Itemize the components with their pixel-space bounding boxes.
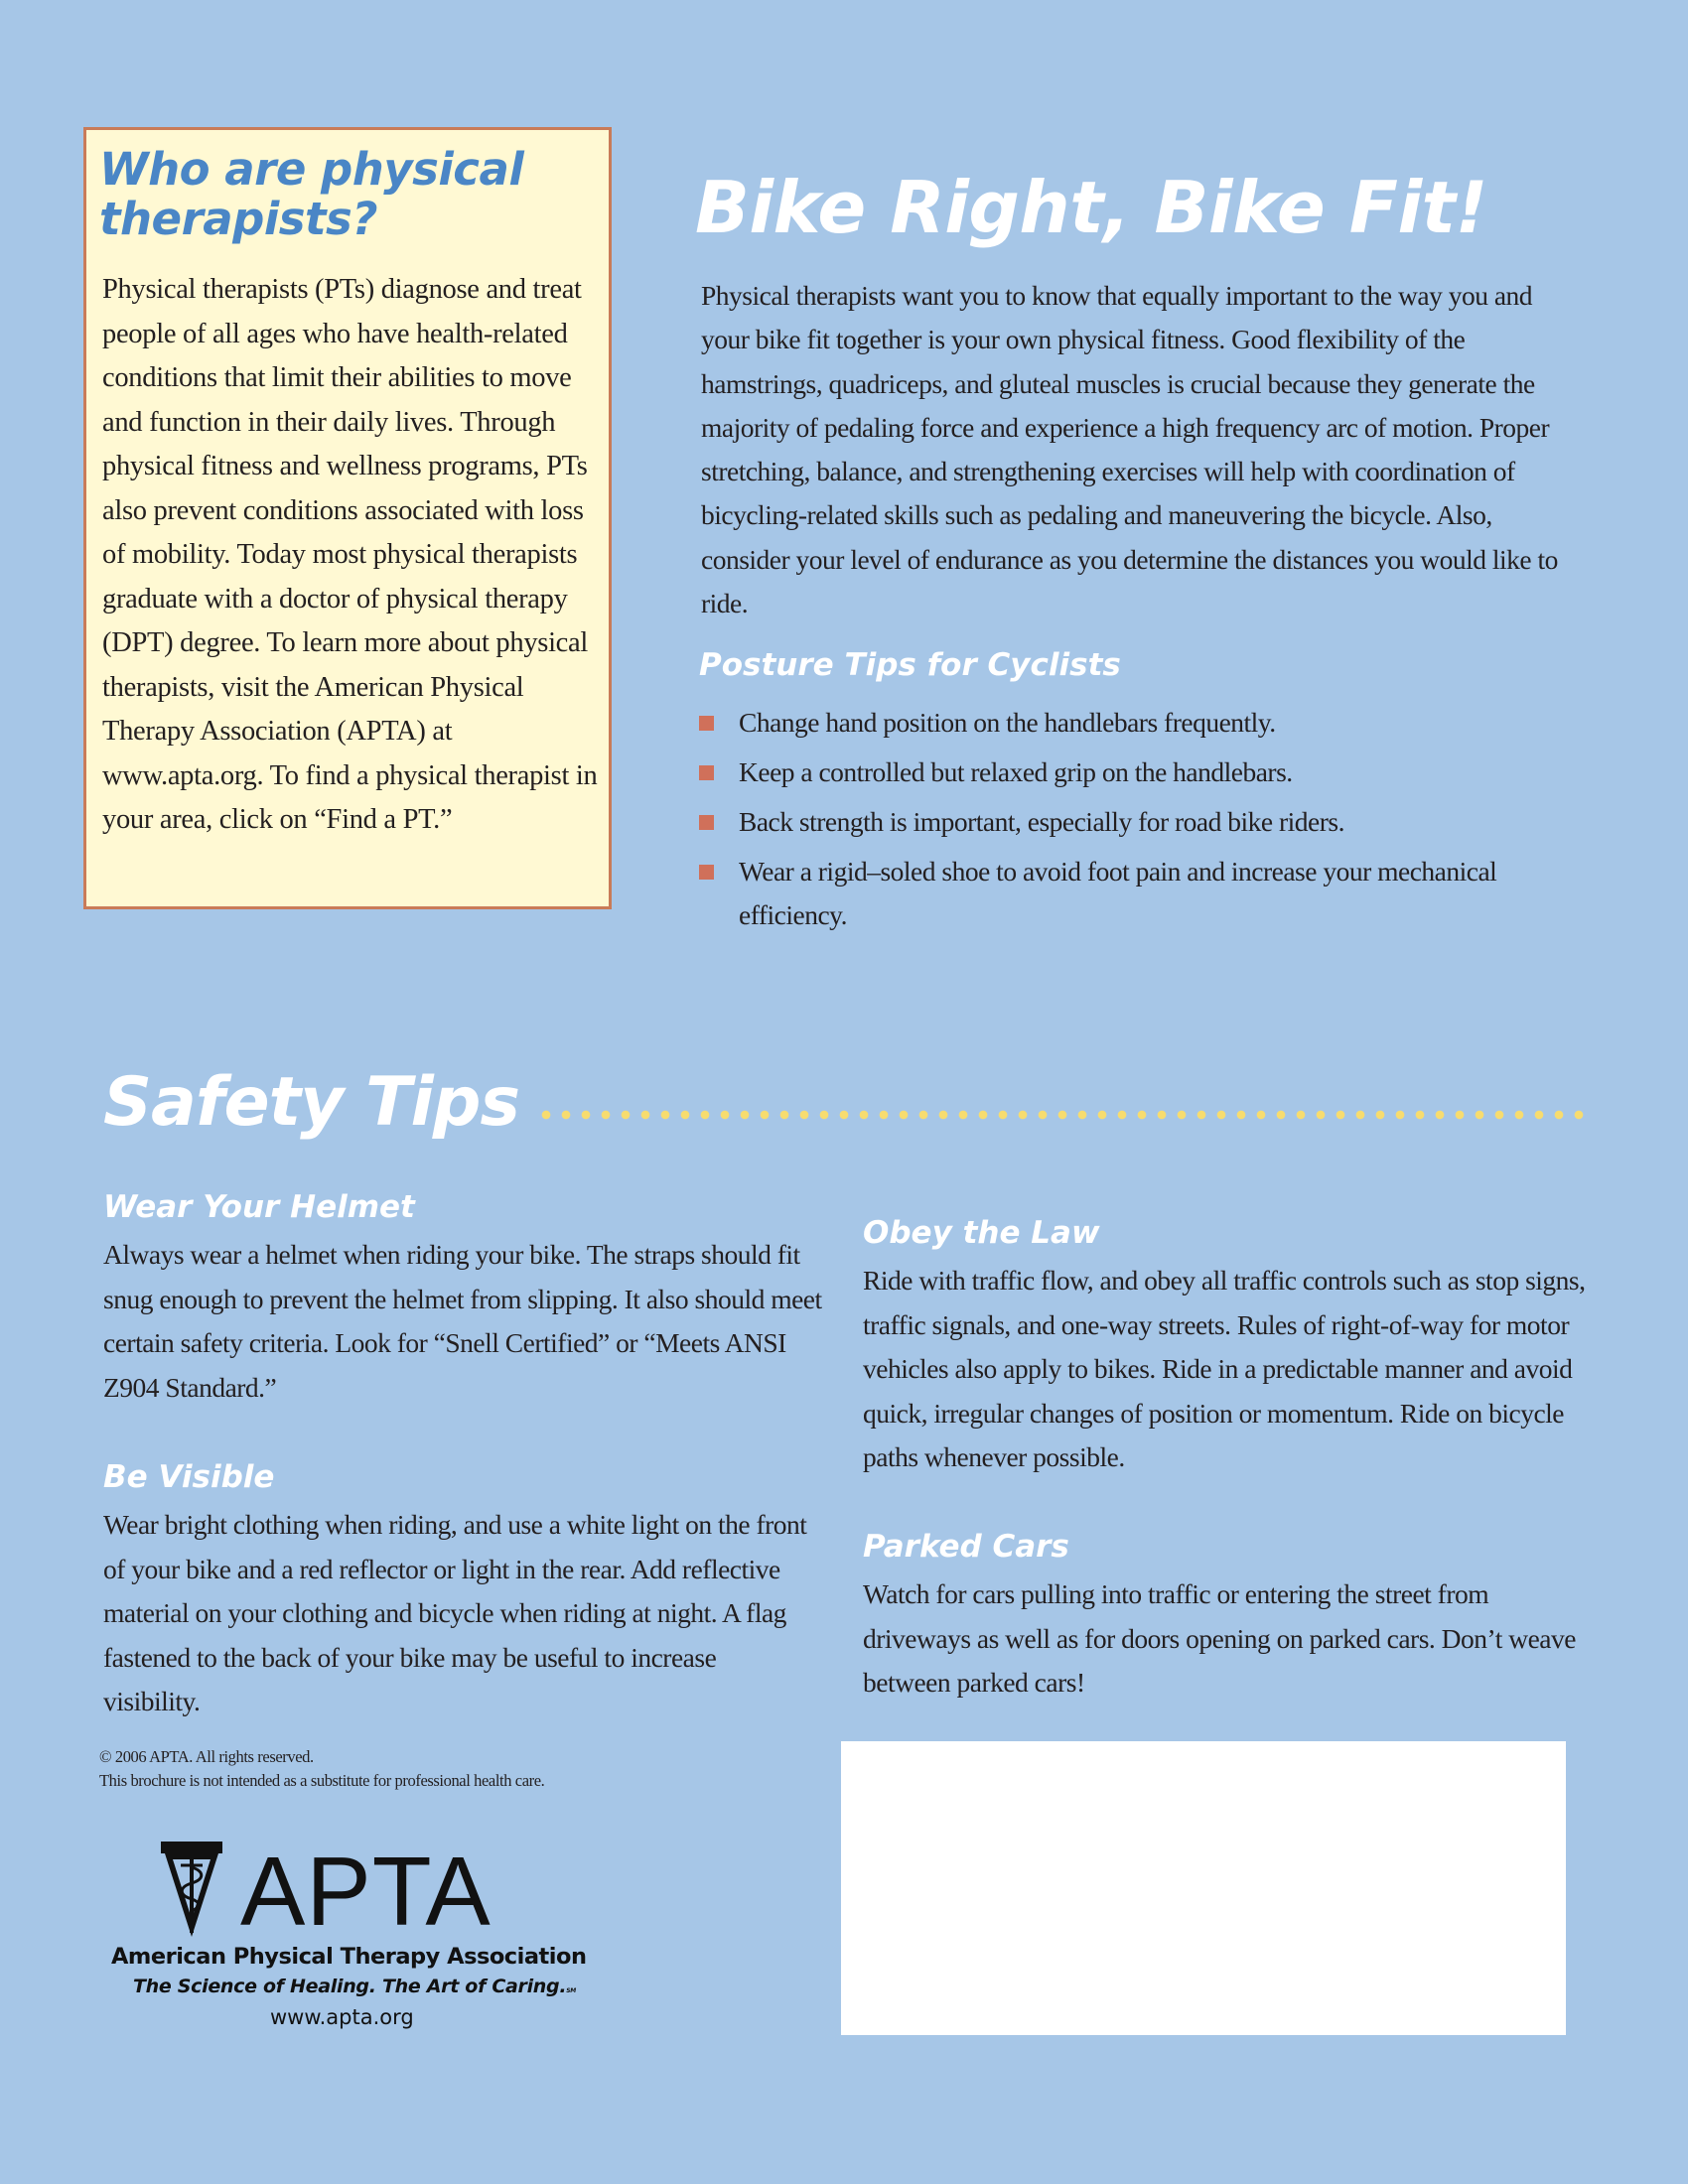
posture-tip-text: Change hand position on the handlebars frequently. <box>739 707 1276 738</box>
logo-org-name: American Physical Therapy Association <box>111 1944 587 1970</box>
square-bullet-icon <box>699 716 714 731</box>
safety-tips-title: Safety Tips <box>103 1063 519 1142</box>
copyright-text: © 2006 APTA. All rights reserved. <box>99 1747 314 1766</box>
service-mark: SM <box>566 1987 576 1994</box>
pt-box-title: Who are physical therapists? <box>99 143 524 245</box>
apta-logo <box>111 1837 588 2045</box>
list-item <box>699 751 1573 794</box>
pt-box-body: Physical therapists (PTs) diagnose and treat people of all ages who have health-related conditions that limit their abilities to move and function in their daily lives. Through physical fitness and wellness programs, PTs also prevent conditions associated with loss of mobility. Today most physical therapists graduate with a doctor of physical therapy (DPT) degree. To learn more about physical therapists, visit the American Physical Therapy Association (APTA) at www.apta.org. To find a physical therapist in your area, click on “Find a PT.” <box>102 274 598 835</box>
visible-heading: Be Visible <box>103 1459 275 1495</box>
mailing-label-box <box>841 1741 1566 2035</box>
posture-tip-text: Back strength is important, especially for road bike riders. <box>739 806 1344 837</box>
law-text: Ride with traffic flow, and obey all traffic controls such as stop signs, traffic signals, and one-way streets. Rules of right-of-way for motor vehicles also apply to bikes. Ride in a predictable manner and avoid quick, irregular changes of position or momentum. Ride on bicycle paths whenever possible. <box>863 1265 1586 1472</box>
intro-paragraph: Physical therapists want you to know that equally important to the way you and your bike fit together is your own physical fitness. Good flexibility of the hamstrings, quadriceps, and gluteal muscles is crucial because they generate the majority of pedaling force and experience a high frequency arc of motion. Proper stretching, balance, and strengthening exercises will help with coordination of bicycling-related skills such as pedaling and maneuvering the bicycle. Also, consider your level of endurance as you determine the distances you would like to ride. <box>701 280 1558 619</box>
square-bullet-icon <box>699 815 714 830</box>
parked-cars-text: Watch for cars pulling into traffic or entering the street from driveways as well as for doors opening on parked cars. Don’t weave between parked cars! <box>863 1578 1576 1698</box>
logo-url: www.apta.org <box>270 2005 414 2029</box>
posture-tip-text: Keep a controlled but relaxed grip on the handlebars. <box>739 756 1293 787</box>
tagline-text: The Science of Healing. The Art of Caring. <box>133 1976 567 1997</box>
square-bullet-icon <box>699 765 714 780</box>
list-item <box>699 850 1573 937</box>
helmet-heading: Wear Your Helmet <box>103 1189 415 1225</box>
helmet-text: Always wear a helmet when riding your bike. The straps should fit snug enough to prevent the helmet from slipping. It also should meet certain safety criteria. Look for “Snell Certified” or “Meets ANSI Z904 Standard.” <box>103 1239 822 1403</box>
dotted-divider <box>536 1110 1594 1120</box>
page-title: Bike Right, Bike Fit! <box>695 166 1487 249</box>
list-item <box>699 800 1573 844</box>
legal-notice <box>99 1745 544 1793</box>
posture-tips-heading: Posture Tips for Cyclists <box>699 647 1121 683</box>
logo-tagline <box>133 1976 576 1997</box>
posture-tip-text: Wear a rigid–soled shoe to avoid foot pain and increase your mechanical efficiency. <box>739 856 1497 930</box>
posture-tips-list <box>699 701 1573 943</box>
logo-letters: APTA <box>240 1837 492 1946</box>
caduceus-icon <box>161 1842 222 1939</box>
list-item <box>699 701 1573 745</box>
disclaimer-text: This brochure is not intended as a substitute for professional health care. <box>99 1771 545 1790</box>
law-heading: Obey the Law <box>863 1215 1100 1251</box>
square-bullet-icon <box>699 865 714 880</box>
visible-text: Wear bright clothing when riding, and use a white light on the front of your bike and a red reflector or light in the rear. Add reflective material on your clothing and bicycle when riding at night. A flag fastened to the back of your bike may be useful to increase visibility. <box>103 1509 807 1716</box>
parked-cars-heading: Parked Cars <box>863 1529 1069 1565</box>
